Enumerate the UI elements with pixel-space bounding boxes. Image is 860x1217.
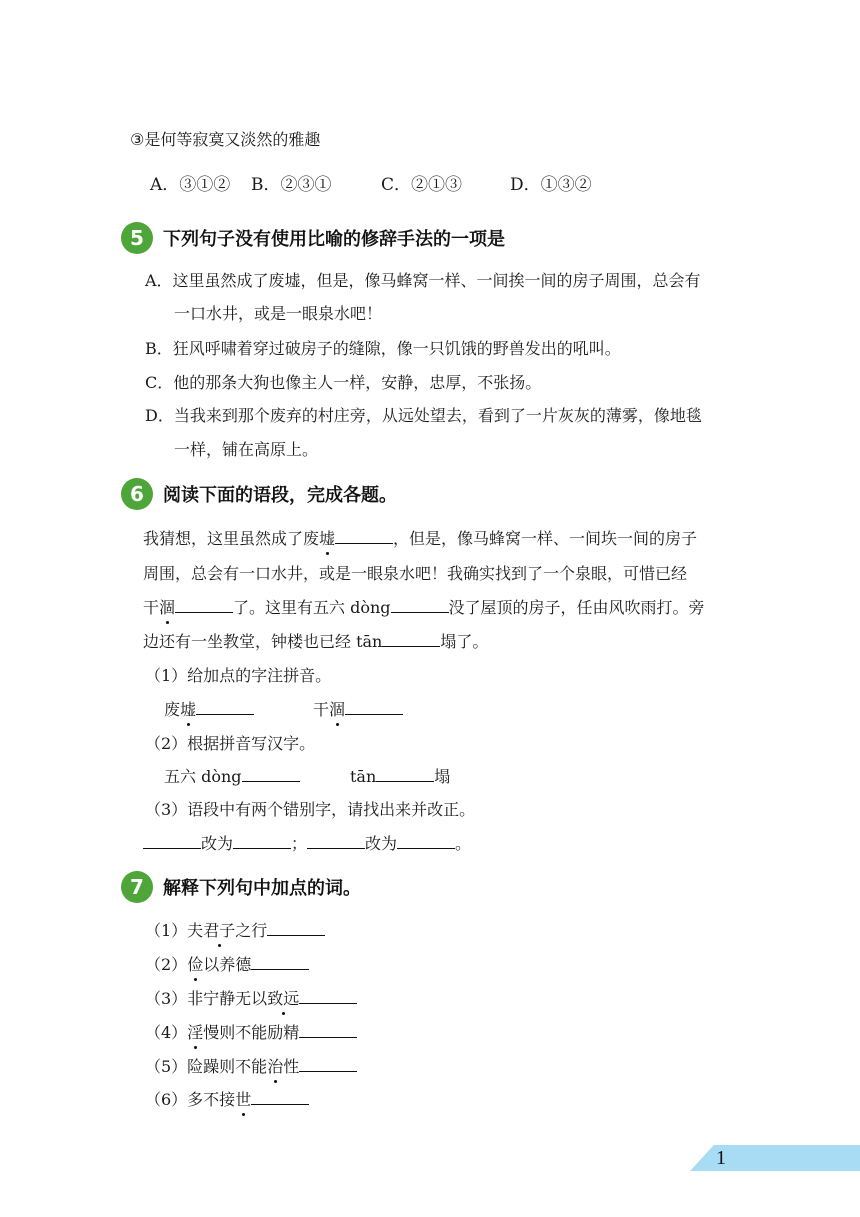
q6-sub3-text: ；: [291, 834, 308, 853]
q6-sub2-pinyin: 五六 dòng: [164, 767, 242, 786]
q6-passage-text: 没了屋顶的房子，任由风吹雨打。旁: [448, 598, 705, 617]
q6-blank[interactable]: [335, 528, 393, 544]
q7-blank[interactable]: [299, 1056, 357, 1072]
q7-blank[interactable]: [299, 1022, 357, 1038]
q7-blank[interactable]: [267, 920, 325, 936]
q7-dotted-word: 君子: [203, 921, 236, 940]
q6-sub3-answer: [143, 833, 471, 855]
q6-passage-line4: [143, 631, 488, 653]
q6-passage-line2: 周围，总会有一口水井，或是一眼泉水吧！我确实找到了一个泉眼，可惜已经: [143, 564, 688, 583]
q6-passage-text: 塌了。: [440, 632, 489, 651]
q6-header: [121, 477, 397, 511]
q4-option-d: D．①③②: [510, 175, 592, 195]
q6-sub1-char: 废: [164, 700, 181, 719]
q6-passage-text: 我猜想，这里虽然成了废: [143, 529, 320, 548]
q7-item-3: [145, 988, 357, 1010]
q7-blank[interactable]: [251, 954, 309, 970]
q6-sub2-blank-a[interactable]: [242, 766, 300, 782]
q7-item-1: [145, 920, 325, 942]
q7-item-text: 以养德: [203, 955, 252, 974]
q6-sub3-blank[interactable]: [143, 833, 201, 849]
q7-title: 解释下列句中加点的词。: [163, 878, 361, 899]
q7-dotted-word: 治: [267, 1057, 284, 1076]
page-number: 1: [716, 1147, 726, 1169]
q4-item3: ③是何等寂寞又淡然的雅趣: [130, 130, 321, 149]
q5-option-d-line1: D．当我来到那个废弃的村庄旁，从远处望去，看到了一片灰灰的薄雾，像地毯: [145, 406, 702, 425]
q6-dotted-char: 涸: [329, 700, 346, 719]
q4-option-c: C．②①③: [381, 175, 463, 195]
q6-sub3-prompt: （3）语段中有两个错别字，请找出来并改正。: [145, 800, 476, 819]
q5-option-a-line1: A．这里虽然成了废墟，但是，像马蜂窝一样、一间挨一间的房子周围，总会有: [145, 271, 701, 290]
q5-option-b: B．狂风呼啸着穿过破房子的缝隙，像一只饥饿的野兽发出的吼叫。: [145, 339, 621, 358]
q7-item-text: （2）: [145, 955, 188, 974]
q6-passage-line1: [143, 528, 697, 550]
q6-sub2-pinyin: tān: [350, 767, 377, 786]
q4-option-b: B．②③①: [251, 175, 332, 195]
q6-blank[interactable]: [382, 631, 440, 647]
q7-item-text: 慢则不能励精: [203, 1023, 300, 1042]
q7-dotted-word: 世: [235, 1090, 252, 1109]
q7-dotted-word: 俭: [187, 955, 204, 974]
q7-blank[interactable]: [251, 1089, 309, 1105]
q7-number-badge: 7: [121, 871, 153, 903]
q7-item-text: 之行: [235, 921, 268, 940]
q6-sub1-answer-a: [164, 699, 254, 721]
q7-item-4: [145, 1022, 357, 1044]
q6-title: 阅读下面的语段，完成各题。: [163, 485, 397, 506]
q5-option-a-line2: 一口水井，或是一眼泉水吧！: [174, 304, 383, 323]
q6-sub3-blank[interactable]: [233, 833, 291, 849]
q6-sub3-blank[interactable]: [307, 833, 365, 849]
q6-sub1-blank-b[interactable]: [345, 699, 403, 715]
q6-sub3-blank[interactable]: [397, 833, 455, 849]
q5-header: [121, 221, 505, 255]
q5-title: 下列句子没有使用比喻的修辞手法的一项是: [163, 229, 505, 250]
q7-item-text: （6）多不接: [145, 1090, 236, 1109]
q7-item-6: [145, 1089, 309, 1111]
q5-option-c: C．他的那条大狗也像主人一样，安静，忠厚，不张扬。: [145, 373, 542, 392]
q6-passage-text: 边还有一坐教堂，钟楼也已经 tān: [143, 632, 383, 651]
q7-item-text: （4）: [145, 1023, 188, 1042]
q6-passage-text: ，但是，像马蜂窝一样、一间垁一间的房子: [393, 529, 698, 548]
q7-item-5: [145, 1056, 357, 1078]
q7-item-text: （5）险躁则不能: [145, 1057, 268, 1076]
q6-sub2-answer-a: [164, 766, 300, 788]
q7-item-text: （3）非宁静无以: [145, 989, 268, 1008]
q6-blank[interactable]: [175, 597, 233, 613]
q6-sub1-blank-a[interactable]: [196, 699, 254, 715]
q6-sub1-answer-b: [313, 699, 403, 721]
q6-blank[interactable]: [391, 597, 449, 613]
q6-dotted-char: 墟: [319, 529, 336, 548]
q4-option-a: A．③①②: [150, 175, 231, 195]
q6-sub3-text: 。: [455, 834, 472, 853]
q7-item-text: （1）夫: [145, 921, 204, 940]
q7-header: [121, 870, 361, 904]
q5-option-d-line2: 一样，铺在高原上。: [174, 440, 319, 459]
q6-passage-text: 干: [143, 598, 160, 617]
q6-sub3-text: 改为: [201, 834, 234, 853]
q6-sub2-blank-b[interactable]: [376, 766, 434, 782]
q6-number-badge: 6: [121, 478, 153, 510]
q7-item-2: [145, 954, 309, 976]
q6-dotted-char: 墟: [180, 700, 197, 719]
q6-sub1-char: 干: [313, 700, 330, 719]
q7-dotted-word: 淫: [187, 1023, 204, 1042]
q6-dotted-char: 涸: [159, 598, 176, 617]
q6-passage-text: 了。这里有五六 dòng: [233, 598, 391, 617]
q6-sub2-char: 塌: [434, 767, 451, 786]
q6-sub3-text: 改为: [365, 834, 398, 853]
q7-blank[interactable]: [299, 988, 357, 1004]
q5-number-badge: 5: [121, 222, 153, 254]
q7-item-text: 性: [283, 1057, 300, 1076]
q7-dotted-word: 致远: [267, 989, 300, 1008]
q6-passage-line3: [143, 597, 705, 619]
q6-sub1-prompt: （1）给加点的字注拼音。: [145, 666, 332, 685]
q6-sub2-prompt: （2）根据拼音写汉字。: [145, 734, 316, 753]
q6-sub2-answer-b: [350, 766, 450, 788]
